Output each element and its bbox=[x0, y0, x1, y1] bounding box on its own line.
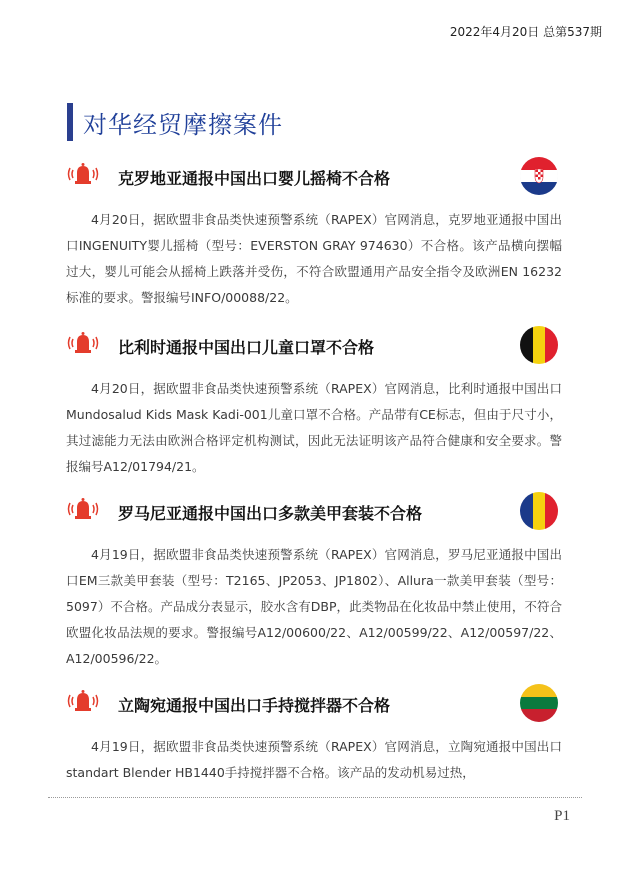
article bbox=[0, 492, 624, 666]
alarm-icon bbox=[66, 690, 100, 712]
alarm-icon bbox=[66, 332, 100, 354]
croatia-flag-icon bbox=[520, 157, 558, 195]
article bbox=[0, 684, 624, 780]
issue-date: 2022年4月20日 总第537期 bbox=[449, 25, 602, 39]
section-title-text: 对华经贸摩擦案件 bbox=[83, 110, 283, 139]
romania-flag-icon bbox=[520, 492, 558, 530]
article-title: 克罗地亚通报中国出口婴儿摇椅不合格 bbox=[118, 169, 391, 188]
article-body: 4月19日，据欧盟非食品类快速预警系统（RAPEX）官网消息，立陶宛通报中国出口standart Blender HB1440手持搅拌器不合格。该产品的发动机易过热， bbox=[66, 739, 562, 780]
article-title: 罗马尼亚通报中国出口多款美甲套装不合格 bbox=[118, 504, 423, 523]
article-title: 比利时通报中国出口儿童口罩不合格 bbox=[118, 338, 375, 357]
article bbox=[0, 157, 624, 305]
alarm-icon bbox=[66, 498, 100, 520]
lithuania-flag-icon bbox=[520, 684, 558, 722]
section-title bbox=[67, 103, 283, 141]
article-title: 立陶宛通报中国出口手持搅拌器不合格 bbox=[118, 696, 391, 715]
article bbox=[0, 326, 624, 474]
footer-divider bbox=[48, 797, 582, 798]
title-accent-bar bbox=[67, 103, 73, 141]
page-number: P1 bbox=[554, 808, 570, 824]
alarm-icon bbox=[66, 163, 100, 185]
article-body: 4月20日，据欧盟非食品类快速预警系统（RAPEX）官网消息，比利时通报中国出口Mundosalud Kids Mask Kadi-001儿童口罩不合格。产品带有CE标志，但由于尺寸小，其过滤能力无法由欧洲合格评定机构测试，因此无法证明该产品符合健康和安全要求。警报编号A12/01794/21。 bbox=[66, 381, 562, 474]
belgium-flag-icon bbox=[520, 326, 558, 364]
article-body: 4月19日，据欧盟非食品类快速预警系统（RAPEX）官网消息，罗马尼亚通报中国出口EM三款美甲套装（型号：T2165、JP2053、JP1802）、Allura一款美甲套装（型号：5097）不合格。产品成分表显示，胶水含有DBP，此类物品在化妆品中禁止使用，不符合欧盟化妆品法规的要求。警报编号A12/00600/22、A12/00599/22、A12/00597/22、A12/00596/22。 bbox=[66, 547, 562, 666]
article-body: 4月20日，据欧盟非食品类快速预警系统（RAPEX）官网消息，克罗地亚通报中国出口INGENUITY婴儿摇椅（型号：EVERSTON GRAY 974630）不合格。该产品横向摆幅过大，婴儿可能会从摇椅上跌落并受伤，不符合欧盟通用产品安全指令及欧洲EN 16232标准的要求。警报编号INFO/00088/22。 bbox=[66, 212, 562, 305]
